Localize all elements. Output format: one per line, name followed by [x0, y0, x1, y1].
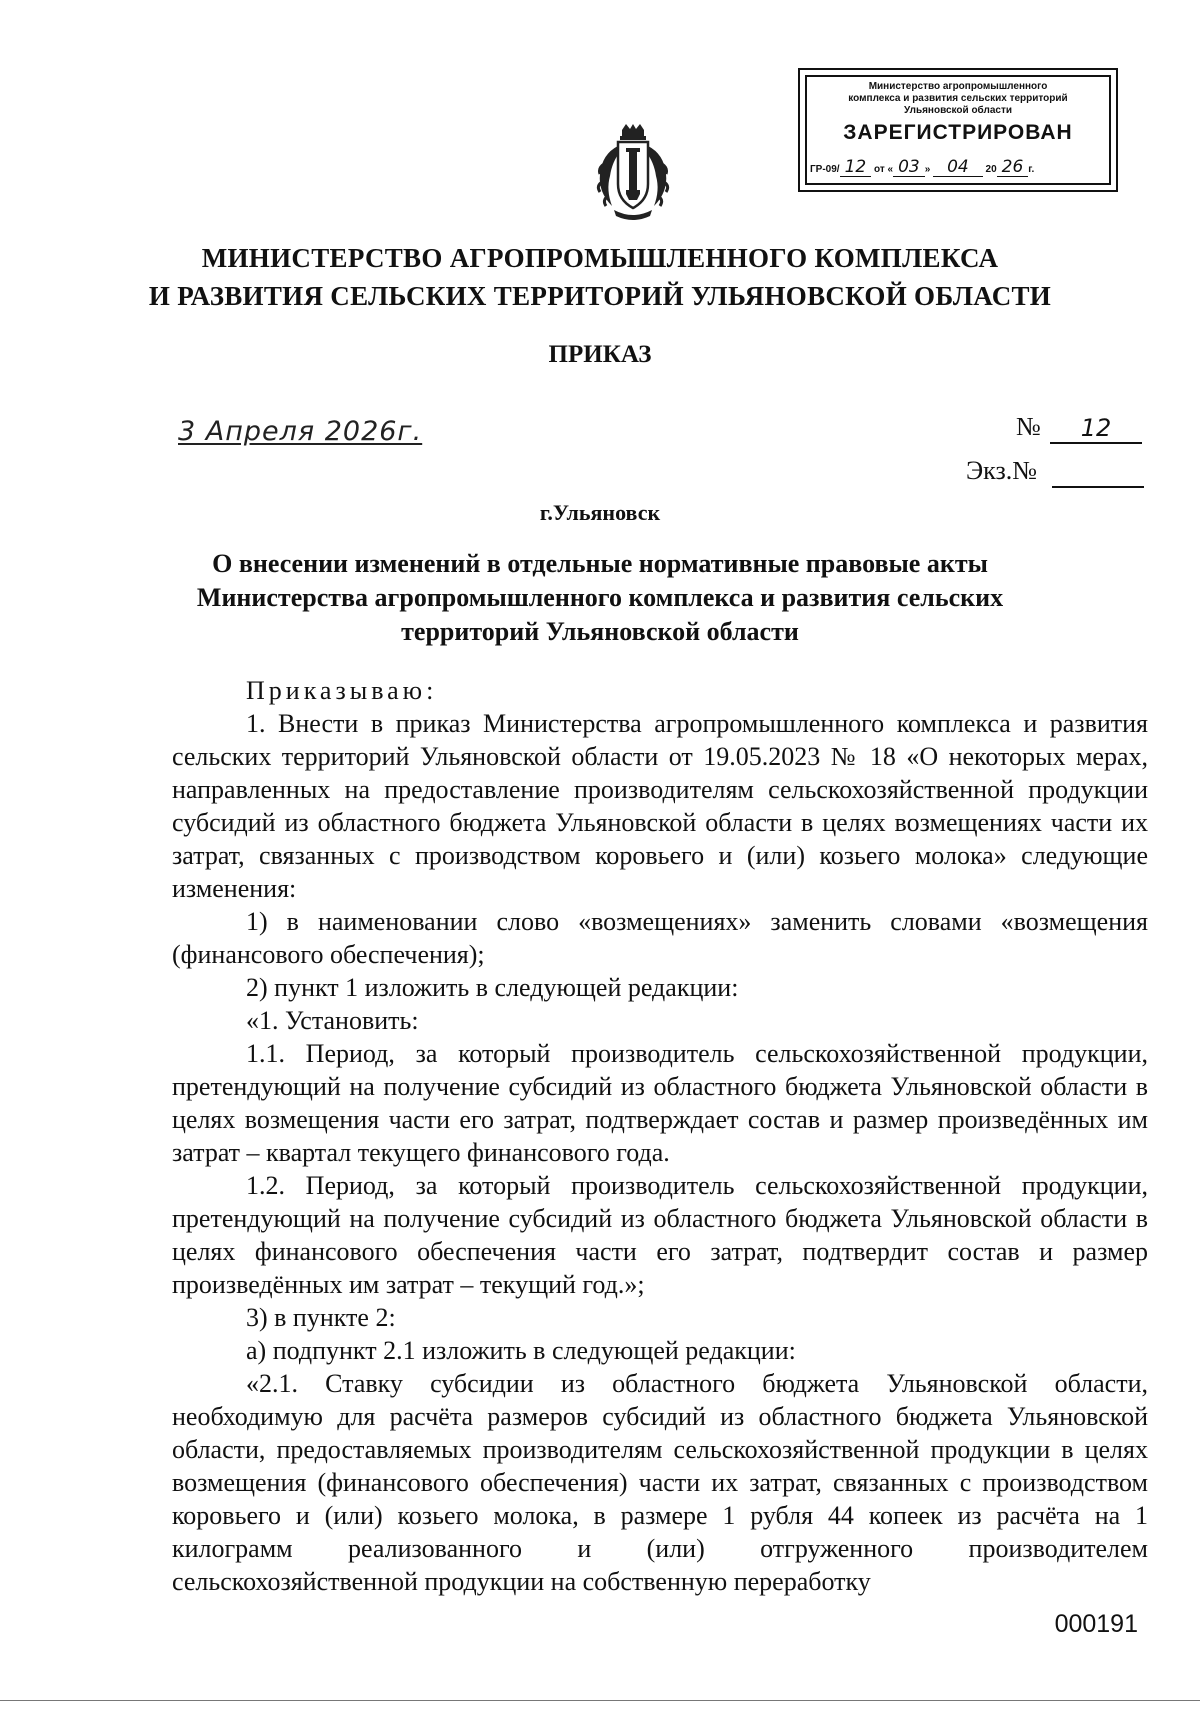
stamp-status: ЗАРЕГИСТРИРОВАН — [843, 121, 1073, 144]
paragraph-1-3: 3) в пункте 2: — [246, 1303, 396, 1332]
stamp-year-prefix: 20 — [985, 164, 997, 175]
stamp-ot: от « — [874, 164, 894, 175]
copy-number-label: Экз.№ — [966, 456, 1038, 485]
paragraph-1-1-period: 1.1. Период, за который производитель сельскохозяйственной продукции, претендующий на получение субсидий из областного бюджета Ульяновской области в целях возмещения части его затрат, подтверждает состав и размер произведённых им затрат – квартал текущего финансового года. — [172, 1039, 1148, 1167]
stamp-year-suffix: г. — [1028, 164, 1035, 175]
stamp-day-close: » — [924, 164, 931, 175]
subject-line-3: территорий Ульяновской области — [401, 617, 799, 646]
ministry-name-line-2: И РАЗВИТИЯ СЕЛЬСКИХ ТЕРРИТОРИЙ УЛЬЯНОВСКОЙ ОБЛАСТИ — [148, 281, 1052, 311]
stamp-reg-number: 12 — [840, 158, 872, 177]
paragraph-subpoint-a: а) подпункт 2.1 изложить в следующей редакции: — [246, 1336, 796, 1365]
order-subject — [160, 547, 1040, 649]
stamp-org-line-1: Министерство агропромышленного — [868, 81, 1048, 92]
order-body — [172, 674, 1148, 1598]
stamp-year: 26 — [997, 158, 1029, 177]
stamp-org-line-3: Ульяновской области — [904, 105, 1012, 116]
registration-stamp — [798, 68, 1118, 192]
subject-line-1: О внесении изменений в отдельные нормативные правовые акты — [212, 549, 988, 578]
stamp-org-line-2: комплекса и развития сельских территорий — [848, 93, 1068, 104]
stamp-reg-prefix: ГР-09/ — [810, 164, 840, 175]
stamp-registration-line — [810, 158, 1106, 177]
handwritten-date: 3 Апреля 2026г. — [178, 416, 423, 447]
coat-of-arms-icon — [596, 124, 670, 220]
number-label: № — [1016, 412, 1041, 441]
page-number: 000191 — [1054, 1610, 1138, 1638]
order-number: 12 — [1050, 414, 1142, 444]
stamp-month: 04 — [933, 158, 983, 177]
paragraph-1-1: 1) в наименовании слово «возмещениях» заменить словами «возмещения (финансового обеспечения); — [172, 907, 1148, 969]
paragraph-1-2-period: 1.2. Период, за который производитель сельскохозяйственной продукции, претендующий на получение субсидий из областного бюджета Ульяновской области в целях финансового обеспечения части его затрат, подтвердит состав и размер произведённых им затрат – текущий год.»; — [172, 1171, 1148, 1299]
paragraph-2-1-rate: «2.1. Ставку субсидии из областного бюджета Ульяновской области, необходимую для расчёта размеров субсидий из областного бюджета Ульяновской области, предоставляемых производителям сельскохозяйственной продукции в целях возмещения (финансового обеспечения) части их затрат, связанных с производством коровьего и (или) козьего молока, в размере 1 рубля 44 копеек из расчёта на 1 килограмм реализованного и (или) отгруженного производителем сельскохозяйственной продукции на собственную переработку — [172, 1369, 1148, 1596]
paragraph-establish: «1. Установить: — [246, 1006, 419, 1035]
city: г.Ульяновск — [539, 500, 661, 525]
subject-line-2: Министерства агропромышленного комплекса и развития сельских — [196, 583, 1004, 612]
paragraph-1-2: 2) пункт 1 изложить в следующей редакции: — [246, 973, 739, 1002]
copy-number-blank-line — [1052, 486, 1144, 488]
stamp-day: 03 — [893, 158, 925, 177]
document-type: ПРИКАЗ — [548, 341, 652, 368]
paragraph-1: 1. Внести в приказ Министерства агропромышленного комплекса и развития сельских территорий Ульяновской области от 19.05.2023 № 18 «О некоторых мерах, направленных на предоставление производителям сельскохозяйственной продукции субсидий из областного бюджета Ульяновской области в целях возмещениях части их затрат, связанных с производством коровьего и (или) козьего молока» следующие изменения: — [172, 709, 1148, 903]
order-preamble: Приказываю: — [246, 676, 438, 705]
ministry-name-line-1: МИНИСТЕРСТВО АГРОПРОМЫШЛЕННОГО КОМПЛЕКСА — [201, 243, 999, 273]
scan-edge-line — [0, 1700, 1200, 1701]
